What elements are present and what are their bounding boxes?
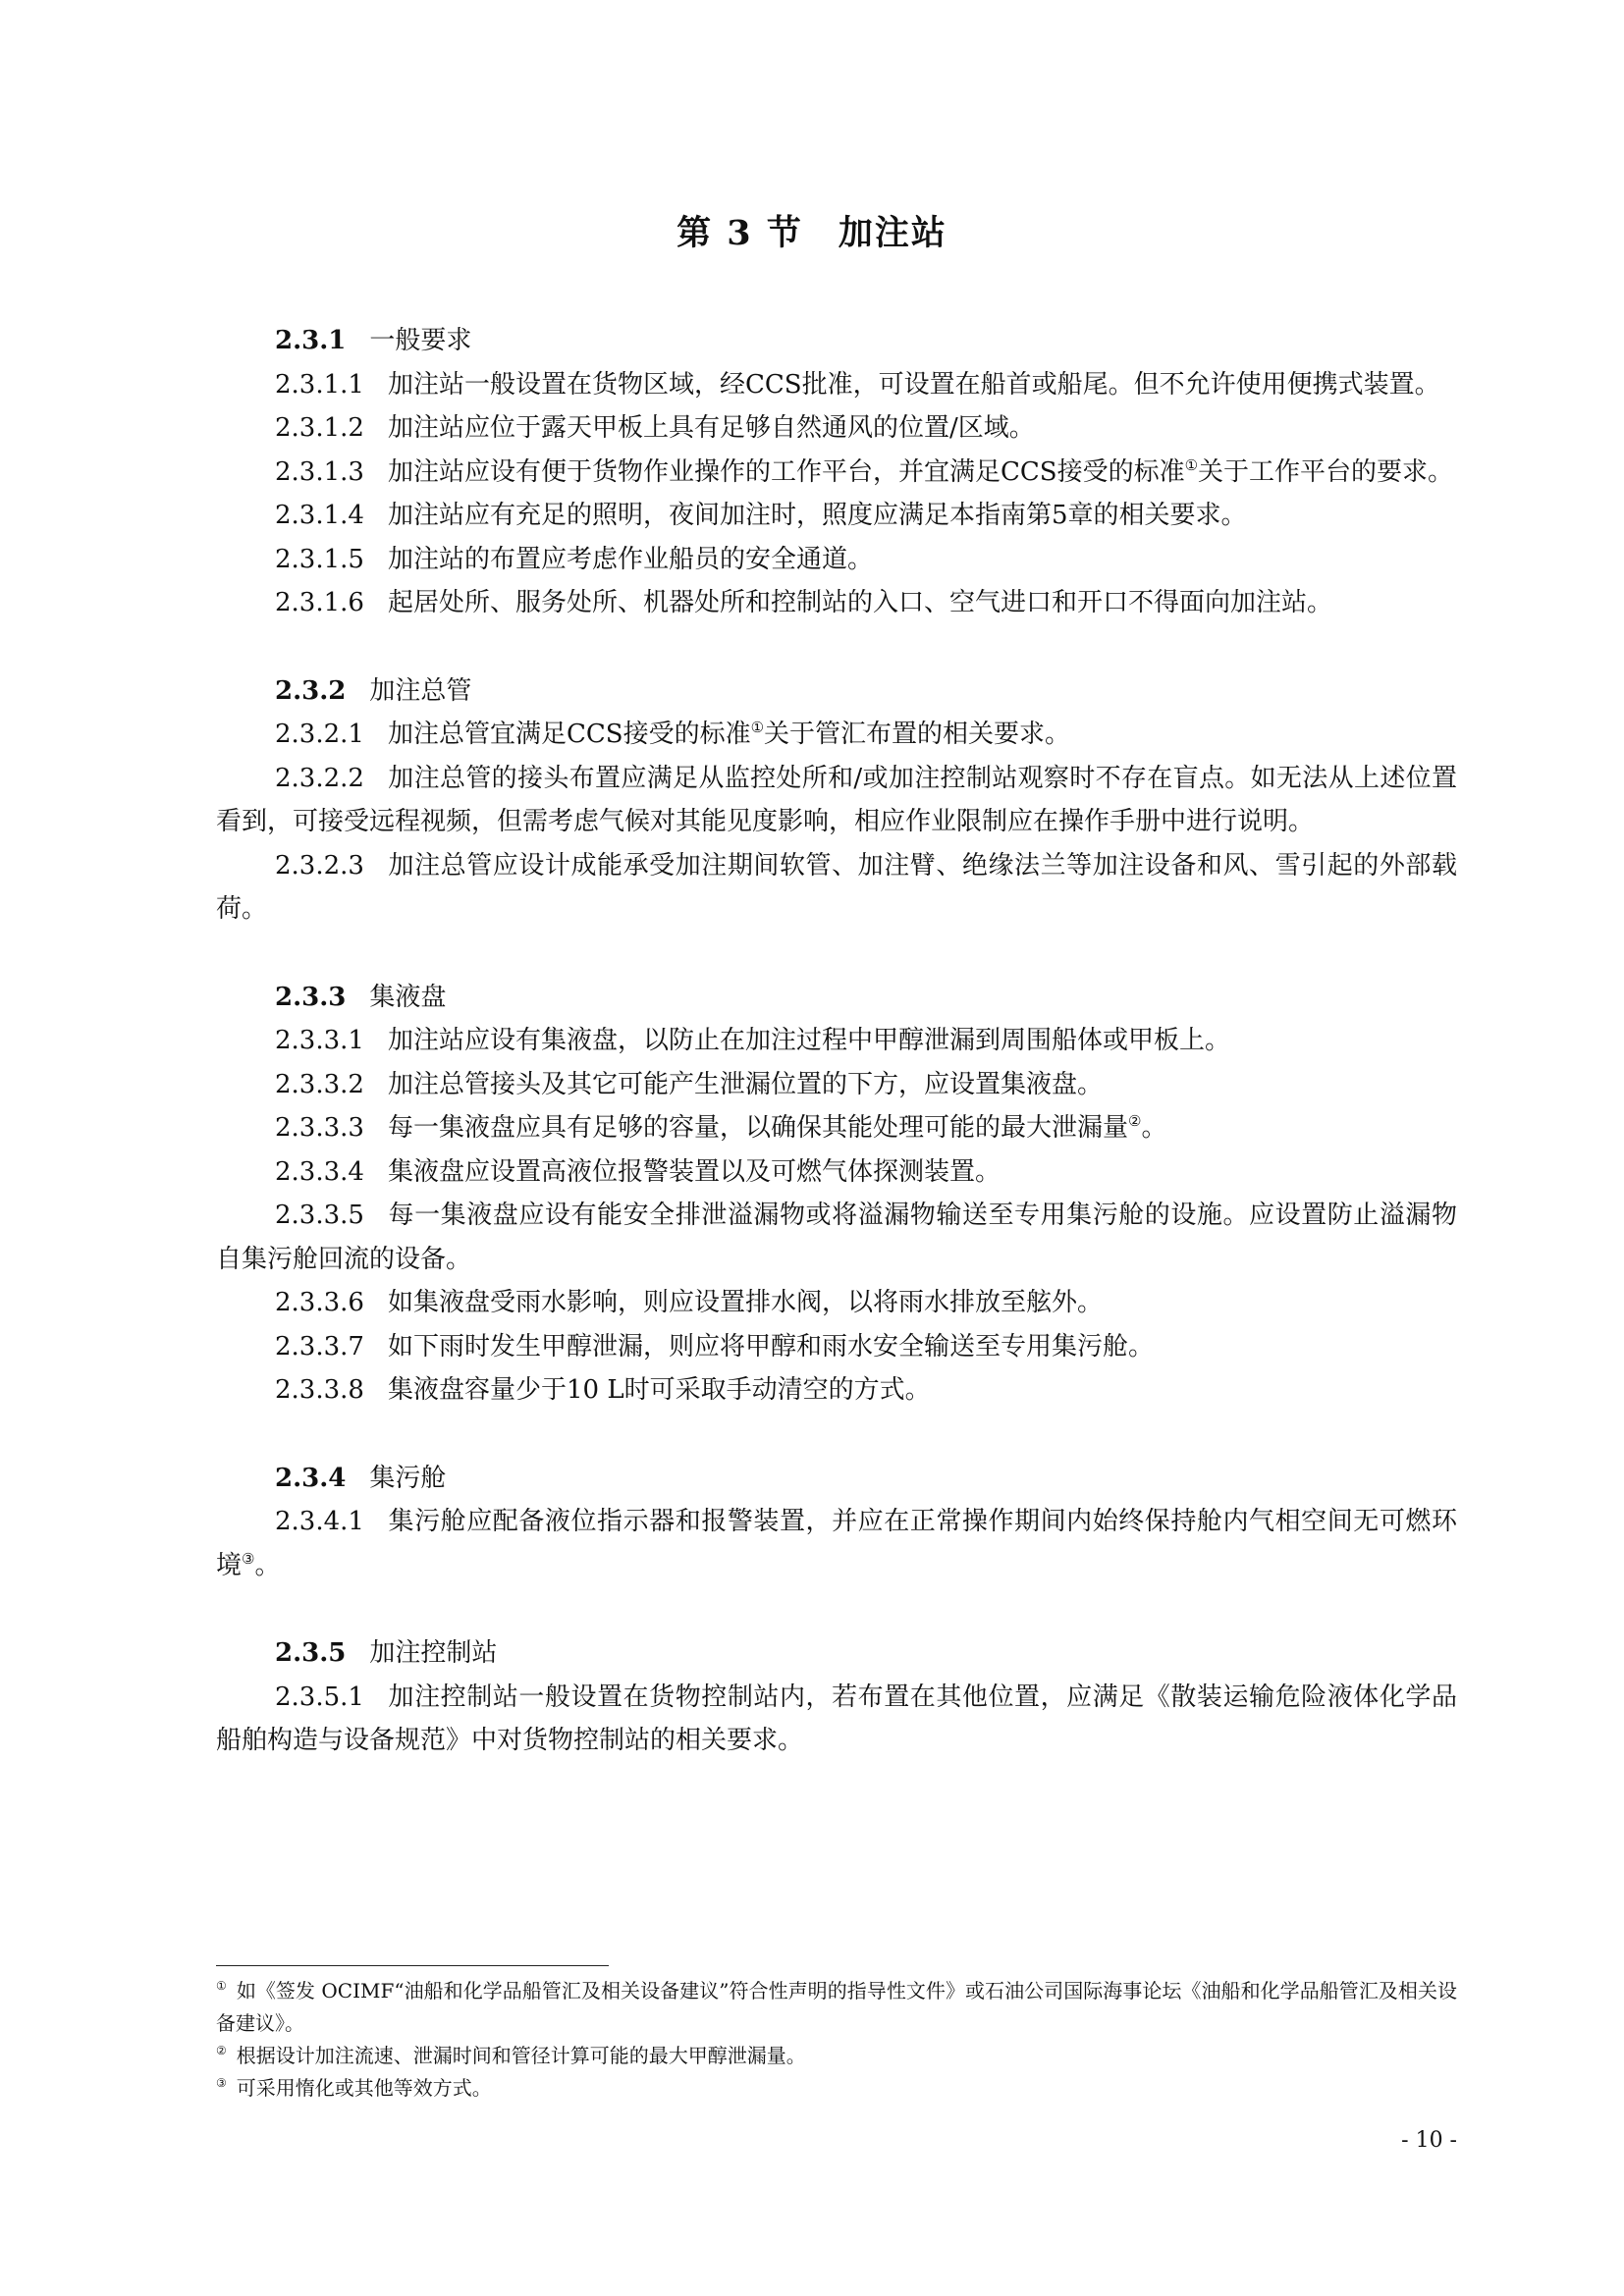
main-body — [216, 319, 1457, 1763]
clause: 2.3.3.8 集液盘容量少于10 L时可采取手动清空的方式。 — [275, 1375, 931, 1405]
clause: 2.3.1.1 加注站一般设置在货物区域，经CCS批准，可设置在船首或船尾。但不允许使用便携式装置。 — [275, 369, 1440, 400]
clause: 2.3.1.5 加注站的布置应考虑作业船员的安全通道。 — [275, 544, 873, 574]
clause: 2.3.3.4 集液盘应设置高液位报警装置以及可燃气体探测装置。 — [275, 1156, 1001, 1187]
subsection-heading: 2.3.5 加注控制站 — [275, 1638, 498, 1668]
footnotes — [216, 1975, 1457, 2105]
clause: 2.3.1.6 起居处所、服务处所、机器处所和控制站的入口、空气进口和开口不得面向加注站。 — [275, 588, 1332, 617]
clause: 2.3.1.4 加注站应有充足的照明，夜间加注时，照度应满足本指南第5章的相关要求。 — [275, 501, 1247, 530]
subsection-heading: 2.3.2 加注总管 — [275, 675, 472, 706]
footnote-ref: ① — [750, 719, 765, 736]
section-title — [0, 206, 1624, 255]
clause: 2.3.1.2 加注站应位于露天甲板上具有足够自然通风的位置/区域。 — [275, 413, 1035, 443]
footnote-ref: ③ — [242, 1549, 255, 1568]
subsection-heading: 2.3.1 一般要求 — [275, 326, 472, 355]
clause: 2.3.3.2 加注总管接头及其它可能产生泄漏位置的下方，应设置集液盘。 — [275, 1069, 1103, 1099]
clause: 2.3.3.6 如集液盘受雨水影响，则应设置排水阀，以将雨水排放至舷外。 — [275, 1288, 1103, 1317]
footnote: ① 如《签发 OCIMF“油船和化学品船管汇及相关设备建议”符合性声明的指导性文件》或石油公司国际海事论坛《油船和化学品船管汇及相关设备建议》。 — [216, 1979, 1458, 2035]
section-heading: 加注站 — [838, 213, 947, 253]
footnote: ② 根据设计加注流速、泄漏时间和管径计算可能的最大甲醇泄漏量。 — [216, 2044, 806, 2067]
clause: 2.3.3.7 如下雨时发生甲醇泄漏，则应将甲醇和雨水安全输送至专用集污舱。 — [275, 1331, 1154, 1362]
clause: 2.3.2.2 加注总管的接头布置应满足从监控处所和/或加注控制站观察时不存在盲点。如无法从上述位置看到，可接受远程视频，但需考虑气候对其能见度影响，相应作业限制应在操作手册中进行说明。 — [216, 763, 1457, 836]
footnote-ref: ① — [1184, 455, 1199, 474]
footnote-ref: ② — [1127, 1112, 1142, 1130]
subsection-heading: 2.3.4 集污舱 — [275, 1463, 447, 1493]
subsection-heading: 2.3.3 集液盘 — [275, 982, 447, 1012]
page-number: - 10 - — [1401, 2128, 1457, 2153]
section-number: 第 3 节 — [677, 213, 803, 253]
clause: 2.3.4.1 集污舱应配备液位指示器和报警装置，并应在正常操作期间内始终保持舱内气相空间无可燃环境③。 — [216, 1507, 1457, 1580]
clause: 2.3.2.1 加注总管宜满足CCS接受的标准①关于管汇布置的相关要求。 — [275, 719, 1071, 749]
footnote: ③ 可采用惰化或其他等效方式。 — [216, 2076, 492, 2100]
clause: 2.3.2.3 加注总管应设计成能承受加注期间软管、加注臂、绝缘法兰等加注设备和风、雪引起的外部载荷。 — [216, 850, 1457, 924]
footnote-divider — [216, 1965, 609, 1966]
clause: 2.3.3.1 加注站应设有集液盘，以防止在加注过程中甲醇泄漏到周围船体或甲板上。 — [275, 1026, 1230, 1055]
clause: 2.3.1.3 加注站应设有便于货物作业操作的工作平台，并宜满足CCS接受的标准①关于工作平台的要求。 — [275, 455, 1454, 487]
clause: 2.3.5.1 加注控制站一般设置在货物控制站内，若布置在其他位置，应满足《散装运输危险液体化学品船舶构造与设备规范》中对货物控制站的相关要求。 — [216, 1682, 1457, 1755]
clause: 2.3.3.3 每一集液盘应具有足够的容量，以确保其能处理可能的最大泄漏量②。 — [275, 1112, 1167, 1143]
clause: 2.3.3.5 每一集液盘应设有能安全排泄溢漏物或将溢漏物输送至专用集污舱的设施。应设置防止溢漏物自集污舱回流的设备。 — [216, 1201, 1457, 1274]
